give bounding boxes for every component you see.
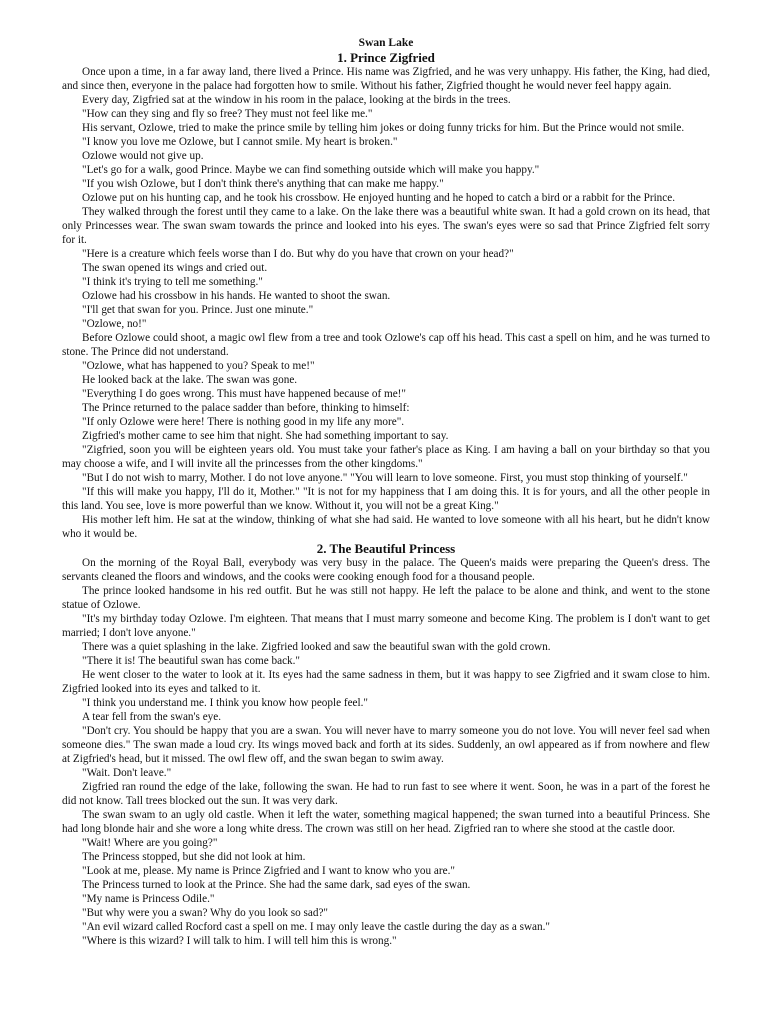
paragraph: Ozlowe had his crossbow in his hands. He wanted to shoot the swan. (82, 290, 391, 302)
paragraph: "There it is! The beautiful swan has come back." (82, 655, 300, 667)
paragraph: "My name is Princess Odile." (82, 893, 215, 905)
paragraph: "Don't cry. You should be happy that you are a swan. You will never have to marry someone you do not love. You will never feel sad when someone dies." The swan made a loud cry. Its wings moved back and forth at its sides. Suddenly, an owl appeared as if from nowhere and flew at Zigfried's head, but it missed. The owl flew off, and the swan began to swim away. (62, 725, 710, 765)
paragraph: His mother left him. He sat at the window, thinking of what she had said. He wanted to love someone with all his heart, but he didn't know who it would be. (62, 514, 710, 540)
paragraph: "It's my birthday today Ozlowe. I'm eighteen. That means that I must marry someone and become King. The problem is I don't want to get married; I don't love anyone." (62, 613, 710, 639)
paragraph: Ozlowe would not give up. (82, 150, 204, 162)
chapter-section (62, 541, 710, 948)
paragraph: He went closer to the water to look at it. Its eyes had the same sadness in them, but it was happy to see Zigfried and it swam close to him. Zigfried looked into its eyes and talked to it. (62, 669, 710, 695)
paragraph: Every day, Zigfried sat at the window in his room in the palace, looking at the birds in the trees. (82, 94, 511, 106)
paragraph: The Princess turned to look at the Prince. She had the same dark, sad eyes of the swan. (82, 879, 471, 891)
paragraph: "An evil wizard called Rocford cast a spell on me. I may only leave the castle during the day as a swan." (82, 921, 550, 933)
paragraph: The swan opened its wings and cried out. (82, 262, 268, 274)
paragraph: On the morning of the Royal Ball, everybody was very busy in the palace. The Queen's maids were preparing the Queen's dress. The servants cleaned the floors and windows, and the cooks were cooking enough food for a thousand people. (62, 557, 710, 583)
paragraph: Ozlowe put on his hunting cap, and he took his crossbow. He enjoyed hunting and he hoped to catch a bird or a rabbit for the Prince. (82, 192, 675, 204)
paragraph: There was a quiet splashing in the lake. Zigfried looked and saw the beautiful swan with the gold crown. (82, 641, 551, 653)
paragraph: "Ozlowe, what has happened to you? Speak to me!" (82, 360, 315, 372)
paragraph: Once upon a time, in a far away land, there lived a Prince. His name was Zigfried, and he was very unhappy. His father, the King, had died, and since then, everyone in the palace had forgotten how to smile. Without his father, Zigfried thought he would never feel happy again. (62, 66, 710, 92)
paragraph: The swan swam to an ugly old castle. When it left the water, something magical happened; the swan turned into a beautiful Princess. She had long blonde hair and she wore a long white dress. The crown was still on her head. Zigfried ran to where she stood at the castle door. (62, 809, 710, 835)
paragraph: "Wait! Where are you going?" (82, 837, 218, 849)
chapters-container (62, 50, 710, 948)
paragraph: They walked through the forest until they came to a lake. On the lake there was a beautiful white swan. It had a gold crown on its head, that only Princesses wear. The swan swam towards the prince and looked into his eyes. The swan's eyes were so sad that Prince Zigfried felt sorry for it. (62, 206, 710, 246)
paragraph: "If only Ozlowe were here! There is nothing good in my life any more". (82, 416, 405, 428)
paragraph: The Prince returned to the palace sadder than before, thinking to himself: (82, 402, 410, 414)
paragraph: "Wait. Don't leave." (82, 767, 172, 779)
paragraph: "Let's go for a walk, good Prince. Maybe we can find something outside which will make you happy." (82, 164, 540, 176)
paragraph: Zigfried ran round the edge of the lake, following the swan. He had to run fast to see where it went. Soon, he was in a part of the forest he did not know. Tall trees blocked out the sun. It was very dark. (62, 781, 710, 807)
paragraph: Before Ozlowe could shoot, a magic owl flew from a tree and took Ozlowe's cap off his head. This cast a spell on him, and he was turned to stone. The Prince did not understand. (62, 332, 710, 358)
paragraph: "But I do not wish to marry, Mother. I do not love anyone." "You will learn to love someone. First, you must stop thinking of yourself." (82, 472, 688, 484)
paragraph: He looked back at the lake. The swan was gone. (82, 374, 298, 386)
paragraph: "I think it's trying to tell me something." (82, 276, 263, 288)
paragraph: The prince looked handsome in his red outfit. But he was still not happy. He left the palace to be alone and think, and went to the stone statue of Ozlowe. (62, 585, 710, 611)
paragraph: "I'll get that swan for you. Prince. Just one minute." (82, 304, 314, 316)
paragraph: His servant, Ozlowe, tried to make the prince smile by telling him jokes or doing funny tricks for him. But the Prince would not smile. (82, 122, 685, 134)
paragraph: "I know you love me Ozlowe, but I cannot smile. My heart is broken." (82, 136, 398, 148)
chapter-section (62, 50, 710, 541)
chapter-heading: 2. The Beautiful Princess (316, 541, 456, 556)
paragraph: "Everything I do goes wrong. This must have happened because of me!" (82, 388, 406, 400)
chapter-heading: 1. Prince Zigfried (337, 50, 435, 65)
paragraph: "If you wish Ozlowe, but I don't think there's anything that can make me happy." (82, 178, 444, 190)
paragraph: "Zigfried, soon you will be eighteen years old. You must take your father's place as King. I am having a ball on your birthday so that you may choose a wife, and I will invite all the princesses from the other kingdoms." (62, 444, 710, 470)
paragraph: "Here is a creature which feels worse than I do. But why do you have that crown on your head?" (82, 248, 514, 260)
paragraph: "Where is this wizard? I will talk to him. I will tell him this is wrong." (82, 935, 397, 947)
paragraph: "Look at me, please. My name is Prince Zigfried and I want to know who you are." (82, 865, 455, 877)
paragraph: "Ozlowe, no!" (82, 318, 147, 330)
paragraph: "But why were you a swan? Why do you look so sad?" (82, 907, 328, 919)
paragraph: "How can they sing and fly so free? They must not feel like me." (82, 108, 373, 120)
paragraph: "I think you understand me. I think you know how people feel." (82, 697, 368, 709)
paragraph: The Princess stopped, but she did not look at him. (82, 851, 306, 863)
paragraph: "If this will make you happy, I'll do it, Mother." "It is not for my happiness that I am doing this. It is for yours, and all the other people in this land. You see, love is more powerful than we know. Without it, you will not be a great King." (62, 486, 710, 512)
paragraph: Zigfried's mother came to see him that night. She had something important to say. (82, 430, 449, 442)
document-page (62, 36, 710, 948)
document-title: Swan Lake (358, 37, 414, 49)
paragraph: A tear fell from the swan's eye. (82, 711, 222, 723)
